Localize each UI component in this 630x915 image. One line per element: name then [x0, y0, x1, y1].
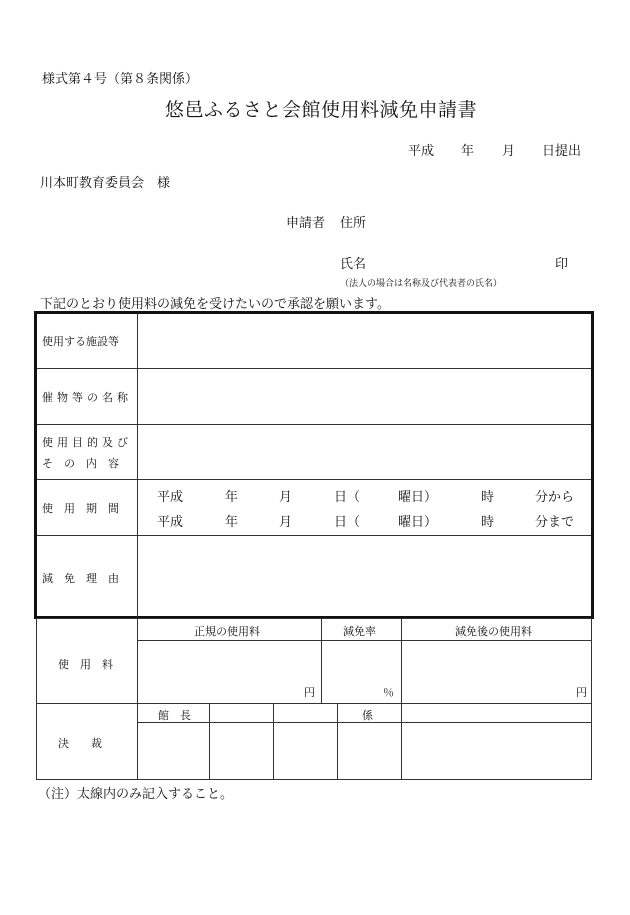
- regular-fee-yen: 円: [304, 686, 315, 699]
- staff-header: 係: [362, 709, 373, 722]
- period-start-hour: 時: [481, 490, 495, 505]
- director-header: 館 長: [158, 709, 191, 722]
- row-line: [37, 479, 591, 480]
- period-end-day: 日（: [334, 515, 361, 530]
- row-line: [37, 368, 591, 369]
- period-start-month: 月: [279, 490, 293, 505]
- event-name-field[interactable]: [138, 370, 590, 423]
- purpose-label-line1: 使用目的及び: [42, 436, 132, 449]
- fee-header-line: [137, 640, 592, 641]
- period-end-year: 年: [225, 515, 239, 530]
- after-fee-header: 減免後の使用料: [455, 625, 532, 638]
- period-start-day: 日（: [334, 490, 361, 505]
- fee-label: 使 用 料: [58, 658, 113, 671]
- date-year: 年: [461, 144, 475, 159]
- seal-mark: 印: [555, 257, 569, 272]
- period-start-year: 年: [225, 490, 239, 505]
- reason-label: 減 免 理 由: [42, 572, 119, 585]
- purpose-label-line2: そ の 内 容: [42, 457, 119, 470]
- footnote: （注）太線内のみ記入すること。: [38, 787, 234, 802]
- regular-fee-header: 正規の使用料: [194, 625, 260, 638]
- applicant-label: 申請者: [286, 216, 326, 231]
- reason-field[interactable]: [138, 537, 590, 616]
- approval-col-line: [209, 703, 210, 779]
- corporate-note: （法人の場合は名称及び代表者の氏名）: [340, 279, 503, 289]
- name-label: 氏名: [340, 257, 367, 272]
- purpose-field[interactable]: [138, 426, 590, 478]
- fee-col-line: [401, 619, 402, 703]
- approval-col-line: [337, 703, 338, 779]
- period-start-weekday: 曜日）: [398, 490, 438, 505]
- approval-label: 決 裁: [58, 737, 102, 750]
- period-label: 使 用 期 間: [42, 502, 119, 515]
- office-label-divider: [137, 619, 138, 779]
- approval-col-line: [401, 703, 402, 779]
- period-end-hour: 時: [481, 515, 495, 530]
- event-name-label: 催物等の名称: [42, 391, 132, 404]
- rate-header: 減免率: [343, 625, 376, 638]
- period-end-era: 平成: [157, 515, 184, 530]
- addressee: 川本町教育委員会 様: [40, 176, 171, 191]
- rate-percent: ％: [383, 686, 394, 699]
- date-month: 月: [502, 144, 516, 159]
- page-title: 悠邑ふるさと会館使用料減免申請書: [165, 99, 478, 121]
- facility-field[interactable]: [138, 314, 590, 367]
- period-start-minute: 分から: [535, 490, 575, 505]
- form-number: 様式第４号（第８条関係）: [42, 72, 199, 87]
- period-end-minute: 分まで: [535, 515, 575, 530]
- date-era: 平成: [408, 144, 435, 159]
- facility-label: 使用する施設等: [42, 335, 119, 348]
- fee-col-line: [321, 619, 322, 703]
- date-submit: 日提出: [542, 144, 582, 159]
- period-start-era: 平成: [157, 490, 184, 505]
- period-end-weekday: 曜日）: [398, 515, 438, 530]
- request-text: 下記のとおり使用料の減免を受けたいので承認を願います。: [40, 297, 390, 312]
- row-line: [37, 535, 591, 536]
- row-line: [37, 424, 591, 425]
- period-end-month: 月: [279, 515, 293, 530]
- office-row-line: [36, 703, 592, 704]
- after-fee-yen: 円: [576, 686, 587, 699]
- address-label: 住所: [340, 216, 367, 231]
- approval-col-line: [273, 703, 274, 779]
